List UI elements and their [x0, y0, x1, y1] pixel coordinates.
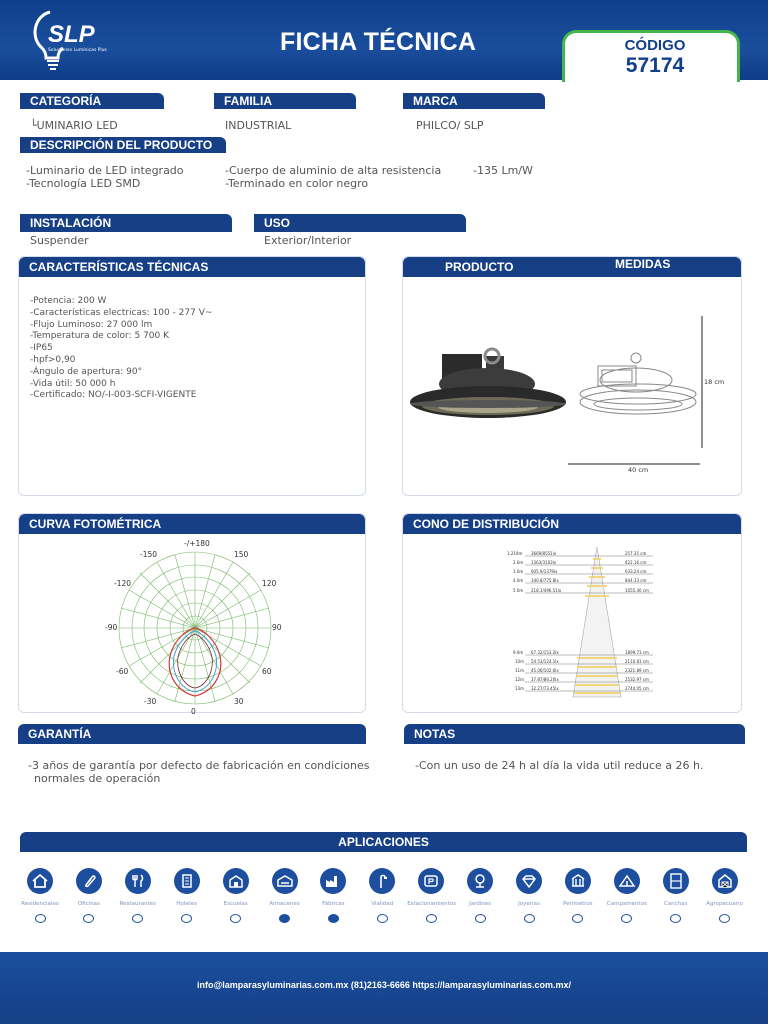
marca-value: PHILCO/ SLP	[416, 119, 484, 132]
aplicacion-label: Estacionamientos	[407, 901, 456, 907]
spec-item: -Características electricas: 100 - 277 V~	[30, 307, 213, 318]
code-box	[562, 30, 740, 82]
cone-diameter: 1899.73 cm	[625, 650, 649, 655]
spec-item: -Ángulo de apertura: 90°	[30, 366, 143, 377]
aplicacion-item	[456, 868, 504, 923]
aplicacion-radio[interactable]	[621, 914, 632, 923]
code-value: 57174	[625, 54, 685, 77]
cone-height: 1.219m	[507, 551, 523, 556]
code-label: CÓDIGO	[624, 37, 686, 54]
spec-item: -Temperatura de color: 5 700 K	[30, 331, 170, 342]
aplicacion-radio[interactable]	[670, 914, 681, 923]
cone-height: 4.0m	[513, 578, 524, 583]
garantia-line: -3 años de garantía por defecto de fabricación en condiciones	[28, 759, 370, 772]
aplicacion-label: Hoteles	[176, 901, 198, 907]
angle-label: -/+180	[184, 539, 210, 548]
aplicaciones-bar: APLICACIONES	[20, 832, 747, 852]
instalacion-value: Suspender	[30, 234, 89, 247]
aplicacion-label: Residenciales	[21, 901, 59, 907]
spec-item: -Vida útil: 50 000 h	[30, 378, 116, 389]
aplicacion-label: Canchas	[663, 901, 688, 907]
aplicacion-radio[interactable]	[181, 914, 192, 923]
garantia-line: normales de operación	[34, 772, 161, 785]
aplicacion-item	[701, 868, 749, 923]
aplicacion-radio[interactable]	[719, 914, 730, 923]
aplicacion-item	[603, 868, 651, 923]
categoria-value: └UMINARIO LED	[30, 119, 118, 132]
aplicacion-radio[interactable]	[83, 914, 94, 923]
svg-text:SLP: SLP	[48, 21, 95, 48]
cone-height: 3.0m	[513, 569, 524, 574]
cone-height: 11m	[515, 668, 524, 673]
aplicacion-label: Agropecuario	[706, 901, 743, 907]
spec-item: -hpf>0,90	[30, 354, 76, 365]
cone-height: 10m	[515, 659, 524, 664]
tent-icon	[614, 868, 640, 894]
aplicacion-label: Perímetros	[563, 901, 593, 907]
cone-diameter: 633.24 cm	[625, 569, 647, 574]
aplicacion-item	[163, 868, 211, 923]
page-title: FICHA TÉCNICA	[280, 28, 477, 56]
descripcion-line: -135 Lm/W	[473, 164, 533, 177]
width-dimension: 40 cm	[628, 466, 649, 474]
descripcion-col2	[225, 164, 441, 190]
perimeter-icon	[565, 868, 591, 894]
notas-text: -Con un uso de 24 h al día la vida util reduce a 26 h.	[415, 759, 704, 772]
aplicacion-label: Restaurantes	[119, 901, 156, 907]
aplicacion-label: Escuelas	[223, 901, 248, 907]
school-icon	[223, 868, 249, 894]
aplicacion-item	[114, 868, 162, 923]
descripcion-col1	[26, 164, 184, 190]
cone-shape	[573, 547, 621, 697]
angle-label: 120	[262, 579, 277, 588]
cone-lux: 37.87/86.20lx	[531, 677, 559, 682]
aplicacion-item	[505, 868, 553, 923]
angle-label: 0	[191, 707, 196, 716]
aplicacion-radio[interactable]	[426, 914, 437, 923]
garantia-tag: GARANTÍA	[18, 724, 366, 744]
spec-item: -IP65	[30, 343, 53, 354]
angle-label: -150	[140, 550, 158, 559]
cone-lux: 340.8/775.8lx	[531, 578, 559, 583]
svg-text:Soluciones Lumínicas Plus: Soluciones Lumínicas Plus	[48, 48, 107, 53]
aplicacion-label: Oficinas	[77, 901, 100, 907]
aplicacion-radio[interactable]	[524, 914, 535, 923]
cone-diameter: 2532.97 cm	[625, 677, 649, 682]
court-icon	[663, 868, 689, 894]
cone-height: 2.0m	[513, 560, 524, 565]
angle-label: -30	[144, 697, 157, 706]
aplicacion-radio[interactable]	[328, 914, 339, 923]
descripcion-line: -Tecnología LED SMD	[26, 177, 141, 190]
aplicacion-label: Joyerías	[518, 901, 540, 907]
cone-lux: 3669/8551lx	[531, 551, 557, 556]
descripcion-line: -Luminario de LED integrado	[26, 164, 184, 177]
aplicacion-label: Fábricas	[322, 901, 345, 907]
aplicacion-label: Campamentos	[606, 901, 647, 907]
cone-lux: 605.9/1379lx	[531, 569, 558, 574]
parking-icon	[418, 868, 444, 894]
cone-lux: 54.53/124.1lx	[531, 659, 559, 664]
aplicacion-radio[interactable]	[230, 914, 241, 923]
cone-diameter: 844.33 cm	[625, 578, 647, 583]
garantia-text	[28, 759, 370, 785]
garden-icon	[467, 868, 493, 894]
cutlery-icon	[125, 868, 151, 894]
cone-lux: 32.27/73.45lx	[531, 686, 559, 691]
aplicacion-item	[652, 868, 700, 923]
polar-diagram	[100, 536, 300, 716]
cone-diameter: 422.16 cm	[625, 560, 647, 565]
angle-label: -120	[114, 579, 132, 588]
aplicacion-radio[interactable]	[132, 914, 143, 923]
familia-tag: FAMILIA	[214, 93, 356, 109]
product-image	[402, 276, 742, 496]
cono-head: CONO DE DISTRIBUCIÓN	[403, 514, 741, 534]
familia-value: INDUSTRIAL	[225, 119, 292, 132]
product-drawing	[580, 353, 696, 414]
descripcion-line: -Cuerpo de aluminio de alta resistencia	[225, 164, 442, 177]
descripcion-tag: DESCRIPCIÓN DEL PRODUCTO	[20, 137, 226, 153]
aplicacion-radio[interactable]	[377, 914, 388, 923]
slp-logo	[28, 8, 138, 74]
aplicacion-label: Vialidad	[371, 901, 394, 907]
uso-value: Exterior/Interior	[264, 234, 352, 247]
caracteristicas-list	[30, 296, 212, 402]
angle-label: 60	[262, 667, 272, 676]
footer-contact: info@lamparasyluminarias.com.mx (81)2163-6666 https://lamparasyluminarias.com.mx/	[197, 980, 571, 990]
aplicacion-radio[interactable]	[475, 914, 486, 923]
aplicacion-item	[358, 868, 406, 923]
header-bar	[0, 0, 768, 80]
descripcion-line: -Terminado en color negro	[225, 177, 369, 190]
aplicacion-label: Jardines	[469, 901, 492, 907]
aplicacion-item	[309, 868, 357, 923]
aplicacion-label: Almacenes	[269, 901, 300, 907]
spec-item: -Certificado: NO/-I-003-SCFI-VIGENTE	[30, 390, 197, 401]
footer-bar	[0, 952, 768, 1024]
cone-lux: 218.1/496.51lx	[531, 588, 562, 593]
diamond-icon	[516, 868, 542, 894]
cone-diameter: 257.35 cm	[625, 551, 647, 556]
aplicacion-radio[interactable]	[572, 914, 583, 923]
aplicacion-radio[interactable]	[35, 914, 46, 923]
cone-diameter: 2744.05 cm	[625, 686, 649, 691]
cone-lux: 1363/3103lx	[531, 560, 557, 565]
paperclip-icon	[76, 868, 102, 894]
aplicacion-item	[407, 868, 455, 923]
aplicacion-item	[212, 868, 260, 923]
hotel-icon	[174, 868, 200, 894]
house-icon	[27, 868, 53, 894]
cone-height: 12m	[515, 677, 524, 682]
angle-label: 150	[234, 550, 249, 559]
categoria-tag: CATEGORÍA	[20, 93, 164, 109]
warehouse-icon	[272, 868, 298, 894]
cone-diameter: 2110.81 cm	[625, 659, 649, 664]
marca-tag: MARCA	[403, 93, 545, 109]
angle-label: -90	[105, 623, 118, 632]
cone-diameter: 1055.40 cm	[625, 588, 649, 593]
descripcion-col3	[473, 164, 533, 177]
medidas-label: MEDIDAS	[615, 257, 671, 271]
cone-height: 9.0m	[513, 650, 524, 655]
angle-label: 30	[234, 697, 244, 706]
producto-head	[403, 257, 741, 277]
aplicacion-item	[554, 868, 602, 923]
aplicacion-radio[interactable]	[279, 914, 290, 923]
product-photo	[410, 349, 566, 418]
producto-label: PRODUCTO	[445, 260, 514, 274]
cone-height: 13m	[515, 686, 524, 691]
aplicacion-item	[16, 868, 64, 923]
aplicacion-item	[261, 868, 309, 923]
distribution-cone	[505, 545, 655, 700]
spec-item: -Flujo Luminoso: 27 000 lm	[30, 319, 153, 330]
angle-label: -60	[116, 667, 129, 676]
angle-label: 90	[272, 623, 282, 632]
height-dimension: 18 cm	[704, 378, 725, 386]
cone-height: 5.0m	[513, 588, 524, 593]
notas-tag: NOTAS	[404, 724, 745, 744]
cone-lux: 67.32/153.2lx	[531, 650, 559, 655]
uso-tag: USO	[254, 214, 466, 232]
factory-icon	[320, 868, 346, 894]
curva-head: CURVA FOTOMÉTRICA	[19, 514, 365, 534]
spec-item: -Potencia: 200 W	[30, 296, 107, 306]
cone-lux: 45.06/102.6lx	[531, 668, 559, 673]
aplicacion-item	[65, 868, 113, 923]
instalacion-tag: INSTALACIÓN	[20, 214, 232, 232]
caracteristicas-head: CARACTERÍSTICAS TÉCNICAS	[19, 257, 365, 277]
cone-diameter: 2321.89 cm	[625, 668, 649, 673]
barn-icon	[712, 868, 738, 894]
streetlight-icon	[369, 868, 395, 894]
